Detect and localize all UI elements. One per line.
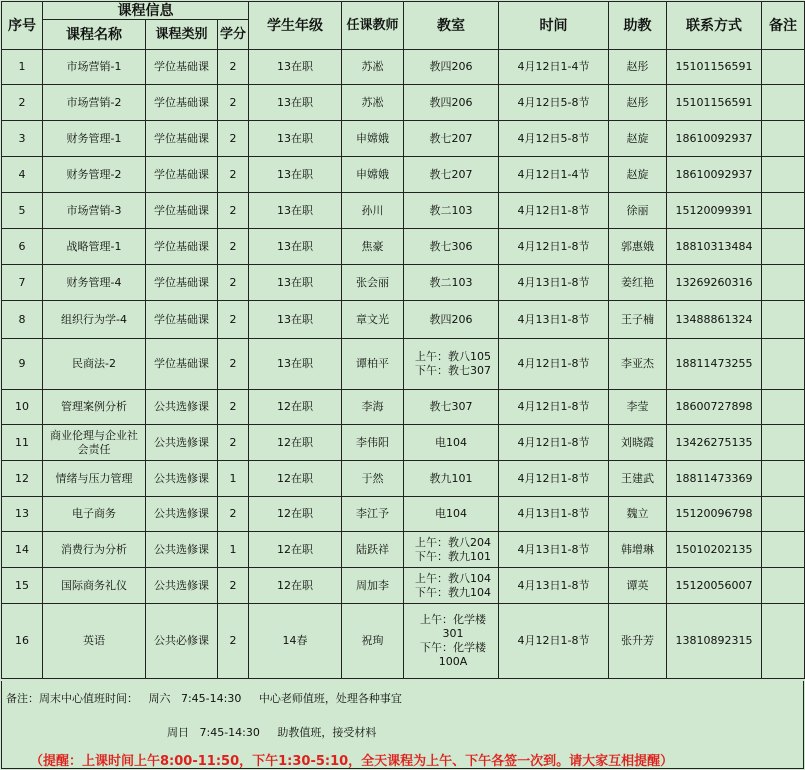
cell-name: 民商法-2 (43, 339, 146, 390)
table-body (2, 50, 805, 679)
room-line: 教四206 (429, 95, 473, 109)
cell-time: 4月13日1-8节 (499, 532, 609, 568)
cell-assistant: 赵旋 (609, 121, 667, 157)
cell-room (404, 461, 499, 497)
duty-note-saturday: 备注：周末中心值班时间： 周六 7:45-14:30 中心老师值班，处理各种事宜 (6, 692, 402, 705)
room-line: 100A (438, 655, 468, 668)
cell-time: 4月12日5-8节 (499, 121, 609, 157)
cell-teacher: 章文光 (342, 301, 404, 339)
cell-type: 公共必修课 (146, 604, 218, 679)
room-line: 教四206 (429, 312, 473, 326)
cell-contact: 15120096798 (667, 497, 762, 532)
header-credit: 学分 (218, 20, 249, 50)
header-course-name: 课程名称 (43, 20, 146, 50)
room-line: 教七207 (429, 167, 473, 181)
room-line: 上午：教八105 (415, 350, 492, 363)
cell-type: 公共选修课 (146, 532, 218, 568)
cell-type: 公共选修课 (146, 461, 218, 497)
cell-time: 4月12日1-8节 (499, 193, 609, 229)
cell-teacher: 陆跃祥 (342, 532, 404, 568)
room-line: 301 (442, 627, 464, 640)
cell-time: 4月12日1-8节 (499, 461, 609, 497)
room-line: 教二103 (429, 275, 473, 289)
cell-assistant: 王建武 (609, 461, 667, 497)
header-course-type: 课程类别 (146, 20, 218, 50)
cell-remark (762, 229, 805, 265)
header-course-info: 课程信息 (43, 2, 249, 20)
cell-credit: 2 (218, 301, 249, 339)
cell-assistant: 赵彤 (609, 85, 667, 121)
cell-contact: 15101156591 (667, 50, 762, 85)
cell-type: 学位基础课 (146, 85, 218, 121)
cell-remark (762, 497, 805, 532)
cell-name: 消费行为分析 (43, 532, 146, 568)
cell-teacher: 李海 (342, 390, 404, 425)
cell-room (404, 604, 499, 679)
room-line: 上午：教八104 (415, 571, 492, 585)
cell-teacher: 苏凇 (342, 50, 404, 85)
cell-grade: 13在职 (249, 193, 342, 229)
cell-assistant: 张升芳 (609, 604, 667, 679)
room-line: 上午：教八204 (415, 535, 492, 549)
cell-remark (762, 339, 805, 390)
cell-grade: 13在职 (249, 229, 342, 265)
table-row (2, 339, 805, 390)
cell-room (404, 121, 499, 157)
cell-type: 学位基础课 (146, 265, 218, 301)
cell-teacher: 孙川 (342, 193, 404, 229)
cell-time: 4月12日5-8节 (499, 85, 609, 121)
cell-contact: 13426275135 (667, 425, 762, 461)
cell-contact: 18600727898 (667, 390, 762, 425)
cell-credit: 2 (218, 497, 249, 532)
duty-note-sunday: 周日 7:45-14:30 助教值班，接受材料 (167, 726, 377, 739)
table-row (2, 497, 805, 532)
cell-time: 4月13日1-8节 (499, 265, 609, 301)
table-row (2, 157, 805, 193)
cell-teacher: 祝珣 (342, 604, 404, 679)
table-row (2, 461, 805, 497)
table-row (2, 425, 805, 461)
attendance-reminder: （提醒：上课时间上午8:00-11:50，下午1:30-5:10，全天课程为上午、下午各签一次到。请大家互相提醒） (30, 754, 674, 769)
cell-grade: 14春 (249, 604, 342, 679)
cell-assistant: 刘晓霞 (609, 425, 667, 461)
cell-contact: 13269260316 (667, 265, 762, 301)
cell-room (404, 229, 499, 265)
cell-room (404, 532, 499, 568)
cell-name: 财务管理-2 (43, 157, 146, 193)
table-row (2, 301, 805, 339)
cell-type: 学位基础课 (146, 50, 218, 85)
cell-type: 学位基础课 (146, 229, 218, 265)
cell-seq: 9 (2, 339, 43, 390)
cell-contact: 15101156591 (667, 85, 762, 121)
room-line: 教四206 (429, 60, 473, 73)
cell-assistant: 徐丽 (609, 193, 667, 229)
cell-seq: 2 (2, 85, 43, 121)
cell-remark (762, 390, 805, 425)
room-line: 下午：教九104 (415, 585, 492, 599)
room-line: 下午：化学楼 (420, 641, 487, 654)
cell-grade: 13在职 (249, 265, 342, 301)
cell-name: 财务管理-1 (43, 121, 146, 157)
cell-name: 商业伦理与企业社会责任 (43, 425, 146, 461)
table-row (2, 390, 805, 425)
cell-seq: 5 (2, 193, 43, 229)
cell-grade: 13在职 (249, 157, 342, 193)
cell-contact: 18610092937 (667, 157, 762, 193)
room-line: 上午：化学楼 (420, 613, 487, 626)
cell-time: 4月12日1-8节 (499, 339, 609, 390)
room-line: 教二103 (429, 203, 473, 217)
cell-time: 4月12日1-8节 (499, 425, 609, 461)
cell-contact: 18610092937 (667, 121, 762, 157)
header-assistant: 助教 (609, 2, 667, 50)
notes-section (1, 681, 804, 769)
course-schedule-table (1, 1, 805, 679)
cell-credit: 2 (218, 157, 249, 193)
cell-type: 公共选修课 (146, 425, 218, 461)
cell-room (404, 568, 499, 604)
table-row (2, 193, 805, 229)
cell-name: 战略管理-1 (43, 229, 146, 265)
cell-seq: 13 (2, 497, 43, 532)
room-line: 教七207 (429, 131, 473, 145)
cell-credit: 2 (218, 390, 249, 425)
cell-seq: 14 (2, 532, 43, 568)
cell-type: 公共选修课 (146, 497, 218, 532)
cell-time: 4月12日1-8节 (499, 604, 609, 679)
cell-seq: 11 (2, 425, 43, 461)
cell-credit: 2 (218, 425, 249, 461)
cell-room (404, 425, 499, 461)
cell-assistant: 赵彤 (609, 50, 667, 85)
cell-teacher: 申嫦娥 (342, 121, 404, 157)
cell-time: 4月12日1-8节 (499, 390, 609, 425)
cell-assistant: 韩增琳 (609, 532, 667, 568)
cell-remark (762, 85, 805, 121)
cell-type: 学位基础课 (146, 301, 218, 339)
cell-room (404, 390, 499, 425)
cell-grade: 13在职 (249, 339, 342, 390)
cell-name: 组织行为学-4 (43, 301, 146, 339)
cell-room (404, 193, 499, 229)
cell-seq: 12 (2, 461, 43, 497)
cell-seq: 16 (2, 604, 43, 679)
cell-seq: 10 (2, 390, 43, 425)
cell-type: 学位基础课 (146, 121, 218, 157)
cell-time: 4月13日1-8节 (499, 301, 609, 339)
cell-seq: 1 (2, 50, 43, 85)
cell-teacher: 申嫦娥 (342, 157, 404, 193)
cell-assistant: 谭英 (609, 568, 667, 604)
cell-assistant: 李莹 (609, 390, 667, 425)
header-teacher: 任课教师 (342, 2, 404, 50)
header-row-1 (2, 2, 805, 20)
cell-name: 市场营销-3 (43, 193, 146, 229)
cell-name: 管理案例分析 (43, 390, 146, 425)
cell-type: 公共选修课 (146, 390, 218, 425)
cell-remark (762, 265, 805, 301)
cell-contact: 15010202135 (667, 532, 762, 568)
cell-grade: 12在职 (249, 390, 342, 425)
cell-assistant: 赵旋 (609, 157, 667, 193)
cell-remark (762, 193, 805, 229)
cell-teacher: 张会丽 (342, 265, 404, 301)
header-grade: 学生年级 (249, 2, 342, 50)
cell-room (404, 85, 499, 121)
table-row (2, 265, 805, 301)
cell-remark (762, 604, 805, 679)
header-time: 时间 (499, 2, 609, 50)
cell-teacher: 焦豪 (342, 229, 404, 265)
cell-name: 国际商务礼仪 (43, 568, 146, 604)
cell-credit: 2 (218, 193, 249, 229)
cell-credit: 1 (218, 461, 249, 497)
room-line: 下午：教九101 (415, 549, 492, 563)
cell-credit: 2 (218, 121, 249, 157)
header-seq: 序号 (2, 2, 43, 50)
cell-name: 情绪与压力管理 (43, 461, 146, 497)
cell-credit: 2 (218, 339, 249, 390)
cell-credit: 2 (218, 50, 249, 85)
cell-remark (762, 461, 805, 497)
cell-contact: 18811473369 (667, 461, 762, 497)
cell-teacher: 李江予 (342, 497, 404, 532)
cell-contact: 13488861324 (667, 301, 762, 339)
cell-credit: 2 (218, 265, 249, 301)
cell-type: 学位基础课 (146, 193, 218, 229)
cell-time: 4月12日1-4节 (499, 157, 609, 193)
table-row (2, 568, 805, 604)
header-room: 教室 (404, 2, 499, 50)
table-row (2, 229, 805, 265)
cell-seq: 7 (2, 265, 43, 301)
cell-time: 4月13日1-8节 (499, 568, 609, 604)
cell-contact: 18810313484 (667, 229, 762, 265)
cell-credit: 1 (218, 532, 249, 568)
cell-grade: 12在职 (249, 461, 342, 497)
cell-assistant: 王子楠 (609, 301, 667, 339)
cell-name: 市场营销-2 (43, 85, 146, 121)
cell-room (404, 265, 499, 301)
cell-remark (762, 50, 805, 85)
cell-contact: 15120056007 (667, 568, 762, 604)
cell-grade: 13在职 (249, 85, 342, 121)
cell-credit: 2 (218, 604, 249, 679)
cell-assistant: 魏立 (609, 497, 667, 532)
cell-credit: 2 (218, 568, 249, 604)
cell-room (404, 497, 499, 532)
cell-room (404, 301, 499, 339)
cell-grade: 13在职 (249, 121, 342, 157)
cell-grade: 12在职 (249, 425, 342, 461)
table-row (2, 604, 805, 679)
room-line: 电104 (435, 507, 468, 520)
cell-seq: 8 (2, 301, 43, 339)
cell-teacher: 周加李 (342, 568, 404, 604)
cell-assistant: 李亚杰 (609, 339, 667, 390)
cell-contact: 15120099391 (667, 193, 762, 229)
cell-assistant: 姜红艳 (609, 265, 667, 301)
cell-remark (762, 425, 805, 461)
cell-teacher: 李伟阳 (342, 425, 404, 461)
cell-room (404, 157, 499, 193)
room-line: 电104 (435, 435, 468, 449)
cell-teacher: 谭柏平 (342, 339, 404, 390)
table-row (2, 532, 805, 568)
header-remark: 备注 (762, 2, 805, 50)
cell-name: 市场营销-1 (43, 50, 146, 85)
cell-remark (762, 157, 805, 193)
cell-teacher: 于然 (342, 461, 404, 497)
cell-time: 4月12日1-4节 (499, 50, 609, 85)
cell-credit: 2 (218, 85, 249, 121)
cell-assistant: 郭惠娥 (609, 229, 667, 265)
cell-contact: 18811473255 (667, 339, 762, 390)
cell-time: 4月13日1-8节 (499, 497, 609, 532)
cell-grade: 12在职 (249, 497, 342, 532)
cell-room (404, 50, 499, 85)
room-line: 教九101 (429, 471, 473, 485)
cell-credit: 2 (218, 229, 249, 265)
header-contact: 联系方式 (667, 2, 762, 50)
cell-room (404, 339, 499, 390)
cell-name: 英语 (43, 604, 146, 679)
cell-remark (762, 121, 805, 157)
cell-type: 公共选修课 (146, 568, 218, 604)
cell-contact: 13810892315 (667, 604, 762, 679)
cell-teacher: 苏凇 (342, 85, 404, 121)
cell-type: 学位基础课 (146, 339, 218, 390)
cell-grade: 12在职 (249, 568, 342, 604)
room-line: 下午：教七307 (415, 364, 492, 377)
table-row (2, 121, 805, 157)
cell-time: 4月12日1-8节 (499, 229, 609, 265)
cell-remark (762, 532, 805, 568)
table-row (2, 50, 805, 85)
room-line: 教七307 (429, 400, 473, 413)
table-row (2, 85, 805, 121)
cell-grade: 13在职 (249, 50, 342, 85)
cell-name: 电子商务 (43, 497, 146, 532)
cell-remark (762, 301, 805, 339)
cell-seq: 4 (2, 157, 43, 193)
cell-seq: 15 (2, 568, 43, 604)
room-line: 教七306 (429, 239, 473, 253)
cell-type: 学位基础课 (146, 157, 218, 193)
cell-seq: 6 (2, 229, 43, 265)
cell-remark (762, 568, 805, 604)
cell-name: 财务管理-4 (43, 265, 146, 301)
cell-grade: 12在职 (249, 532, 342, 568)
cell-seq: 3 (2, 121, 43, 157)
cell-grade: 13在职 (249, 301, 342, 339)
